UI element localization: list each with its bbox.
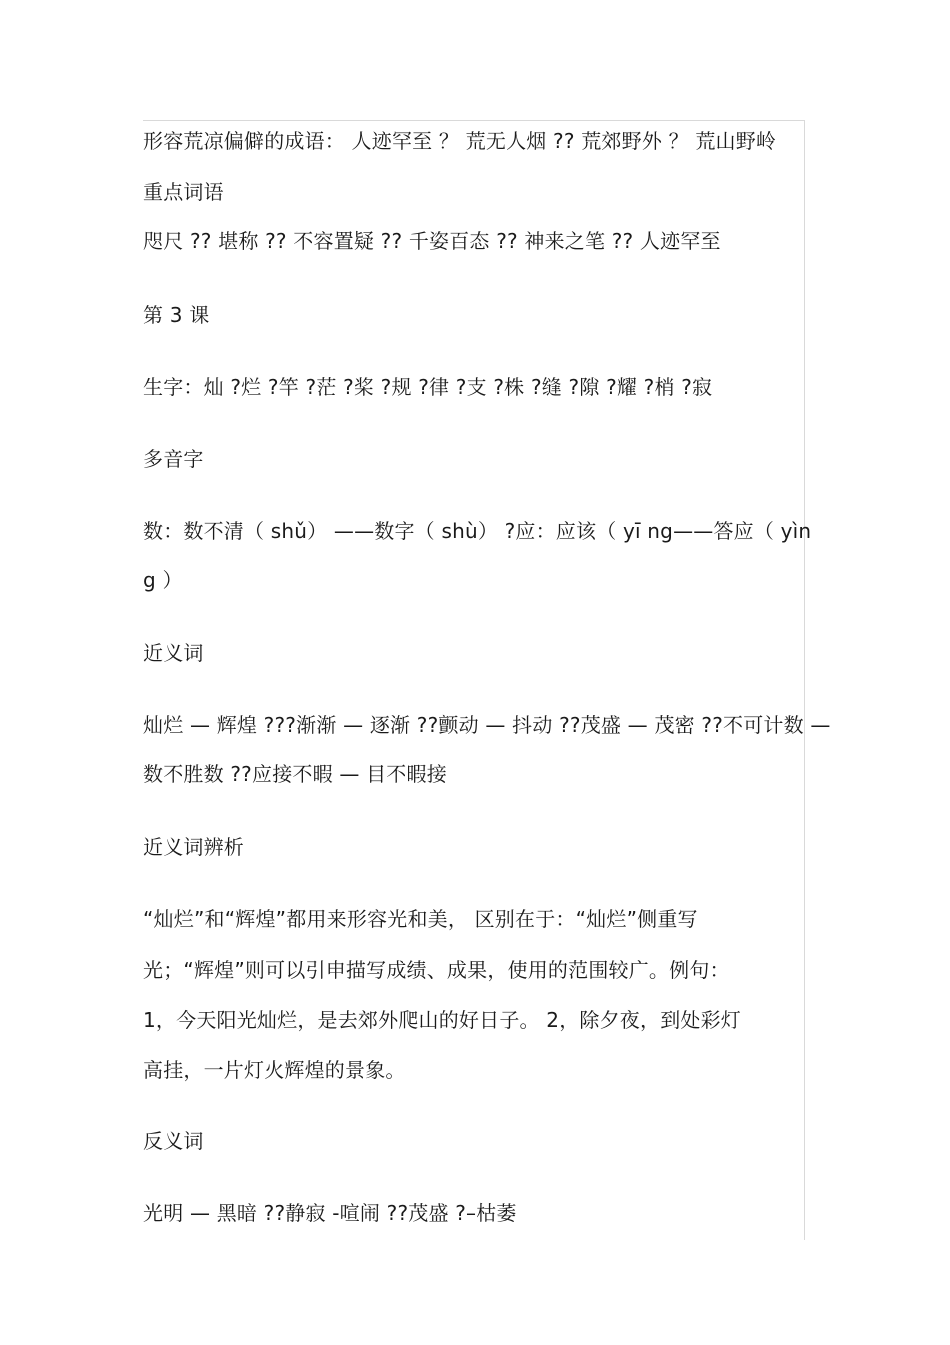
polyphone-line-1: 数：数不清（ shǔ） ——数字（ shù） ?应：应该（ yī ng——答应（ yìn <box>143 519 812 543</box>
idiom-line: 形容荒凉偏僻的成语： 人迹罕至 ？ 荒无人烟 ?? 荒郊野外 ？ 荒山野岭 <box>143 129 777 153</box>
lesson-title: 第 3 课 <box>143 303 210 327</box>
analysis-line-1: “灿烂”和“辉煌”都用来形容光和美， 区别在于：“灿烂”侧重写 <box>143 907 698 931</box>
synonyms-line-1: 灿烂 — 辉煌 ???渐渐 — 逐渐 ??颤动 — 抖动 ??茂盛 — 茂密 ??不可计数 — <box>143 713 831 737</box>
new-characters-line: 生字：灿 ?烂 ?竿 ?茫 ?桨 ?规 ?律 ?支 ?株 ?缝 ?隙 ?耀 ?梢 ?寂 <box>143 375 713 399</box>
polyphone-line-2: g ） <box>143 568 183 592</box>
analysis-line-4: 高挂，一片灯火辉煌的景象。 <box>143 1058 406 1082</box>
section-heading-synonym-analysis: 近义词辨析 <box>143 835 244 859</box>
section-heading-antonyms: 反义词 <box>143 1129 204 1153</box>
section-heading-synonyms: 近义词 <box>143 641 204 665</box>
synonyms-line-2: 数不胜数 ??应接不暇 — 目不暇接 <box>143 762 447 786</box>
section-heading-key-words: 重点词语 <box>143 180 224 204</box>
analysis-line-3: 1，今天阳光灿烂，是去郊外爬山的好日子。 2，除夕夜，到处彩灯 <box>143 1008 742 1032</box>
analysis-line-2: 光；“辉煌”则可以引申描写成绩、成果，使用的范围较广。例句： <box>143 958 730 982</box>
section-heading-polyphones: 多音字 <box>143 447 204 471</box>
antonyms-line: 光明 — 黑暗 ??静寂 -喧闹 ??茂盛 ?–枯萎 <box>143 1201 517 1225</box>
key-words-line: 咫尺 ?? 堪称 ?? 不容置疑 ?? 千姿百态 ?? 神来之笔 ?? 人迹罕至 <box>143 229 721 253</box>
